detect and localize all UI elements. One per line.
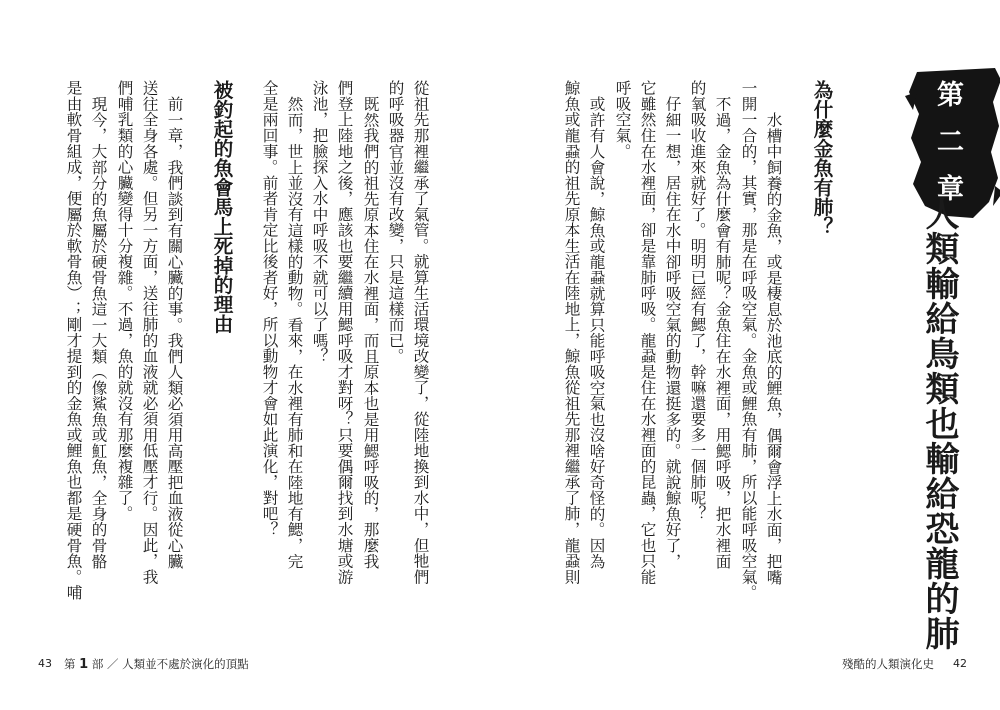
text-column: 全是兩回事。前者肯定比後者好，所以動物才會如此演化，對吧？ [260, 80, 279, 538]
right-running-header: 殘酷的人類演化史 [842, 657, 934, 671]
part-prefix: 第 [64, 657, 76, 671]
chapter-label: 第二章 [932, 80, 963, 221]
text-column: 水槽中飼養的金魚，或是棲息於池底的鯉魚，偶爾會浮上水面，把嘴 [764, 112, 783, 585]
left-page-number: 43 [38, 657, 52, 670]
text-column: 們登上陸地之後，應該也要繼續用鰓呼吸才對呀？只要偶爾找到水塘或游 [335, 80, 354, 585]
text-column: 一開一合的，其實，那是在呼吸空氣。金魚或鯉魚有肺，所以能呼吸空氣。 [739, 80, 758, 601]
left-running-header [64, 656, 249, 672]
part-title: ／ 人類並不處於演化的頂點 [107, 657, 249, 671]
text-column: 是由軟骨組成，便屬於軟骨魚）；剛才提到的金魚或鯉魚也都是硬骨魚。哺 [64, 80, 83, 601]
text-column: 們哺乳類的心臟變得十分複雜。不過，魚的就沒有那麼複雜了。 [115, 80, 134, 522]
part-number: 1 [79, 657, 89, 672]
text-column: 它雖然住在水裡面，卻是靠肺呼吸。龍蝨是住在水裡面的昆蟲，它也只能 [638, 80, 657, 585]
chapter-title: 人類輸給鳥類也輸給恐龍的肺 [919, 196, 959, 651]
text-column: 的氧吸收進來就好了。明明已經有鰓了，幹嘛還要多一個肺呢？ [688, 80, 707, 522]
text-column: 鯨魚或龍蝨的祖先原本生活在陸地上，鯨魚從祖先那裡繼承了肺，龍蝨則 [562, 80, 581, 585]
text-column: 呼吸空氣。 [613, 80, 632, 159]
text-column: 現今，大部分的魚屬於硬骨魚這一大類（像鯊魚或魟魚，全身的骨骼 [89, 96, 108, 569]
text-column: 然而，世上並沒有這樣的動物。看來，在水裡有肺和在陸地有鰓，完 [285, 96, 304, 569]
text-column: 前一章，我們談到有關心臟的事。我們人類必須用高壓把血液從心臟 [165, 96, 184, 569]
text-column: 送往全身各處。但另一方面，送往肺的血液就必須用低壓才行。因此，我 [140, 80, 159, 585]
text-column: 從祖先那裡繼承了氣管。就算生活環境改變了，從陸地換到水中，但牠們 [411, 80, 430, 585]
section-heading-why-goldfish-lungs: 為什麼金魚有肺？ [810, 80, 834, 236]
text-column: 既然我們的祖先原本住在水裡面，而且原本也是用鰓呼吸的，那麼我 [361, 96, 380, 569]
text-column: 不過，金魚為什麼會有肺呢？金魚住在水裡面，用鰓呼吸，把水裡面 [713, 96, 732, 569]
text-column: 仔細一想，居住在水中卻呼吸空氣的動物還挺多的。就說鯨魚好了， [663, 96, 682, 569]
text-column: 泳池，把臉探入水中呼吸不就可以了嗎？ [310, 80, 329, 364]
section-heading-hooked-fish-die: 被釣起的魚會馬上死掉的理由 [210, 80, 234, 334]
part-suffix: 部 [91, 657, 104, 671]
text-column: 的呼吸器官並沒有改變，只是這樣而已。 [386, 80, 405, 364]
right-page-number: 42 [953, 657, 967, 670]
text-column: 或許有人會說，鯨魚或龍蝨就算只能呼吸空氣也沒啥好奇怪的。因為 [587, 96, 606, 569]
